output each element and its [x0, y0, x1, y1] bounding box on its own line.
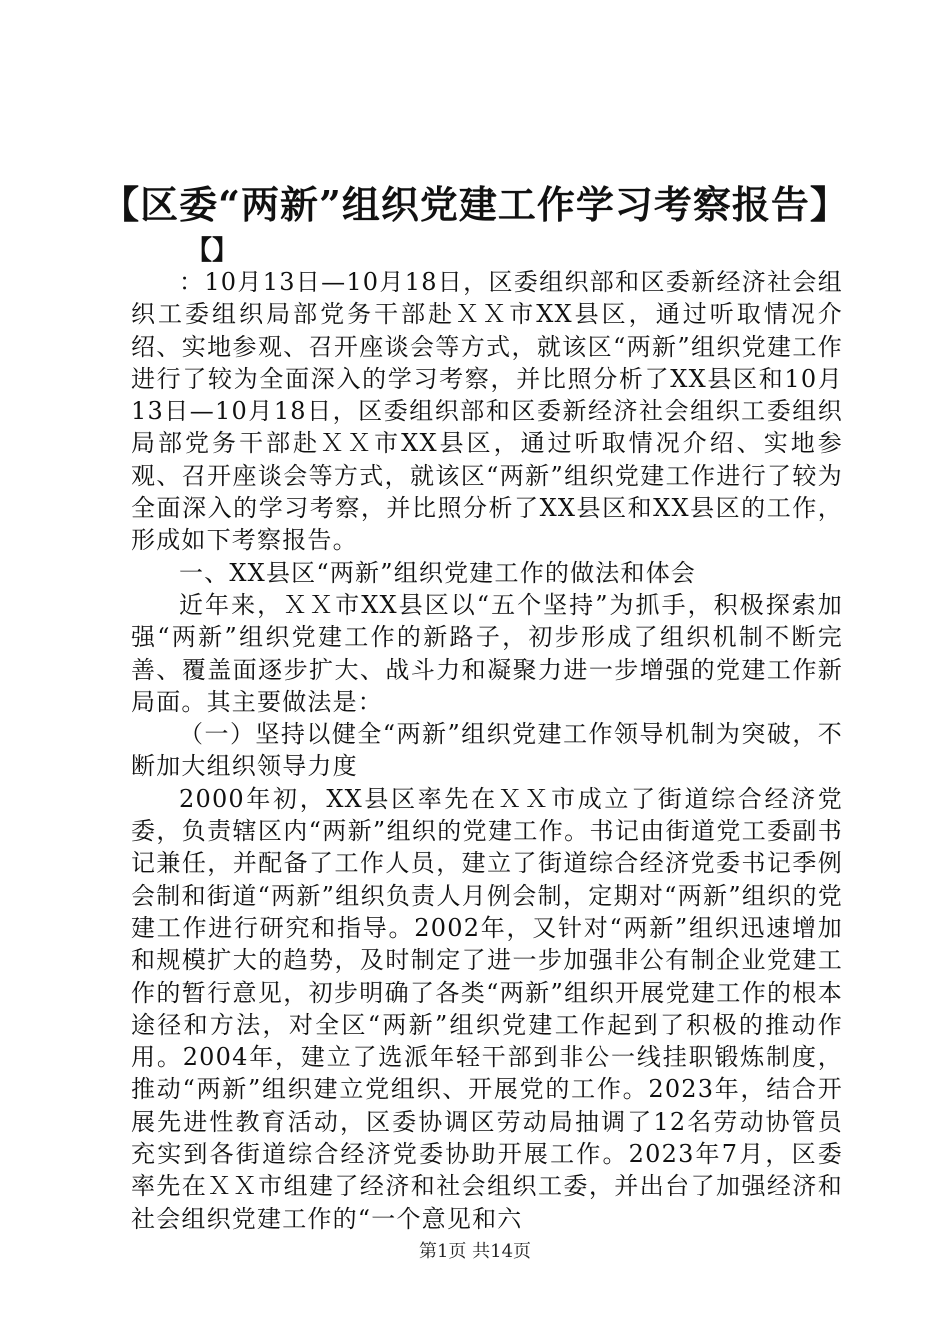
- paragraph-overview: 近年来，ＸＸ市XX县区以“五个坚持”为抓手，积极探索加强“两新”组织党建工作的新路子，初步形成了组织机制不断完善、覆盖面逐步扩大、战斗力和凝聚力进一步增强的党建工作新局面。其主要做法是：: [131, 590, 843, 716]
- document-subtitle: 【】: [186, 236, 239, 266]
- page-footer: 第1页 共14页: [418, 1241, 532, 1262]
- document-body: [131, 266, 843, 1235]
- section-heading: 一、XX县区“两新”组织党建工作的做法和体会: [179, 558, 697, 587]
- paragraph-detail: 2000年初，XX县区率先在ＸＸ市成立了街道综合经济党委，负责辖区内“两新”组织的党建工作。书记由街道党工委副书记兼任，并配备了工作人员，建立了街道综合经济党委书记季例会制和街道“两新”组织负责人月例会制，定期对“两新”组织的党建工作进行研究和指导。2002年，又针对“两新”组织迅速增加和规模扩大的趋势，及时制定了进一步加强非公有制企业党建工作的暂行意见，初步明确了各类“两新”组织开展党建工作的根本途径和方法，对全区“两新”组织党建工作起到了积极的推动作用。2004年，建立了选派年轻干部到非公一线挂职锻炼制度，推动“两新”组织建立党组织、开展党的工作。2023年，结合开展先进性教育活动，区委协调区劳动局抽调了12名劳动协管员充实到各街道综合经济党委协助开展工作。2023年7月，区委率先在ＸＸ市组建了经济和社会组织工委，并出台了加强经济和社会组织党建工作的“一个意见和六: [131, 784, 843, 1233]
- document-title: 【区委“两新”组织党建工作学习考察报告】: [101, 182, 849, 227]
- subsection-heading: （一）坚持以健全“两新”组织党建工作领导机制为突破，不断加大组织领导力度: [131, 720, 843, 781]
- paragraph-intro: ：10月13日—10月18日，区委组织部和区委新经济社会组织工委组织局部党务干部赴ＸＸ市XX县区，通过听取情况介绍、实地参观、召开座谈会等方式，就该区“两新”组织党建工作进行了较为全面深入的学习考察，并比照分析了XX县区和10月13日—10月18日，区委组织部和区委新经济社会组织工委组织局部党务干部赴ＸＸ市XX县区，通过听取情况介绍、实地参观、召开座谈会等方式，就该区“两新”组织党建工作进行了较为全面深入的学习考察，并比照分析了XX县区和XX县区的工作，形成如下考察报告。: [131, 268, 843, 555]
